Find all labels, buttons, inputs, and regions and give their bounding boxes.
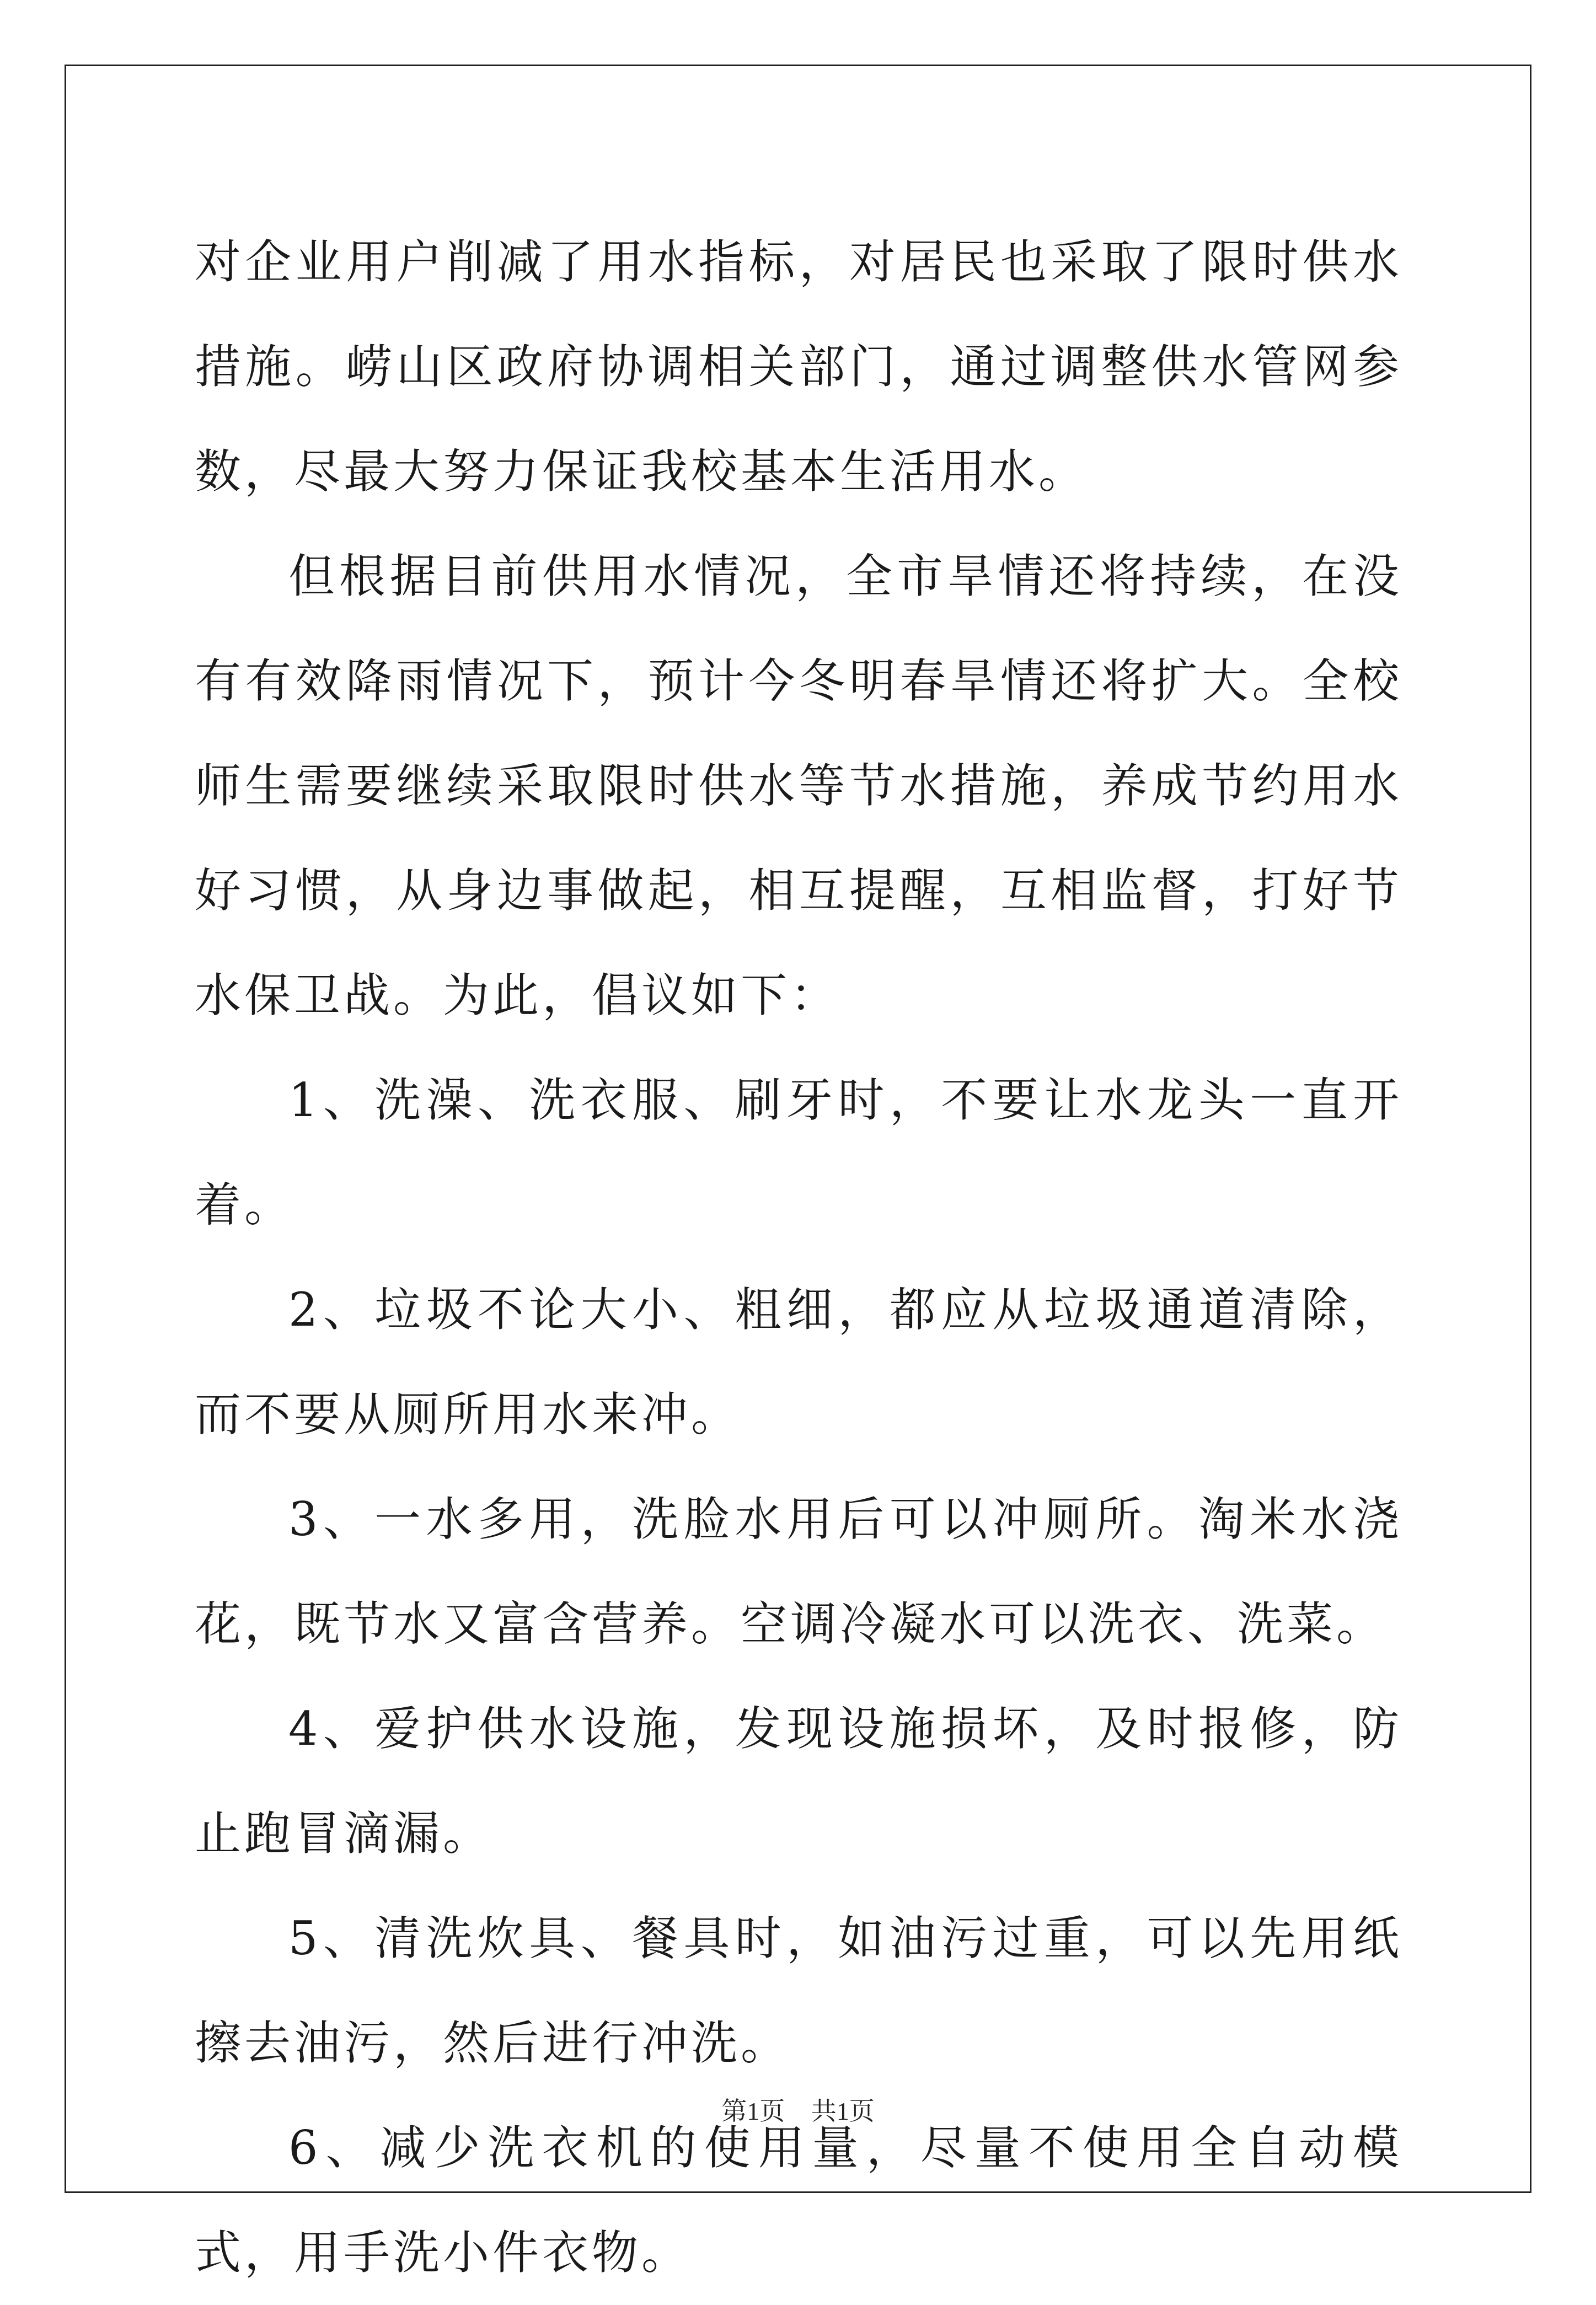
list-item: 2、垃圾不论大小、粗细，都应从垃圾通道清除，而不要从厕所用水来冲。 (195, 1283, 1402, 1441)
list-item: 4、爱护供水设施，发现设施损坏，及时报修，防止跑冒滴漏。 (195, 1702, 1402, 1861)
paragraph: 但根据目前供用水情况，全市旱情还将持续，在没有有效降雨情况下，预计今冬明春旱情还将扩大。全校师生需要继续采取限时供水等节水措施，养成节约用水好习惯，从身边事做起，相互提醒，互相监督，打好节水保卫战。为此，倡议如下： (195, 549, 1402, 1022)
document-body (195, 210, 1402, 2305)
list-item: 1、洗澡、洗衣服、刷牙时，不要让水龙头一直开着。 (195, 1073, 1402, 1232)
page-total: 共1页 (811, 2097, 875, 2125)
page-number: 第1页 (721, 2097, 785, 2125)
list-item: 3、一水多用，洗脸水用后可以冲厕所。淘米水浇花，既节水又富含营养。空调冷凝水可以洗衣、洗菜。 (195, 1492, 1402, 1651)
page-footer (0, 2091, 1596, 2127)
list-item: 6、减少洗衣机的使用量，尽量不使用全自动模式，用手洗小件衣物。 (195, 2121, 1402, 2280)
list-item: 5、清洗炊具、餐具时，如油污过重，可以先用纸擦去油污，然后进行冲洗。 (195, 1911, 1402, 2070)
paragraph: 对企业用户削减了用水指标，对居民也采取了限时供水措施。崂山区政府协调相关部门，通过调整供水管网参数，尽最大努力保证我校基本生活用水。 (195, 235, 1402, 498)
